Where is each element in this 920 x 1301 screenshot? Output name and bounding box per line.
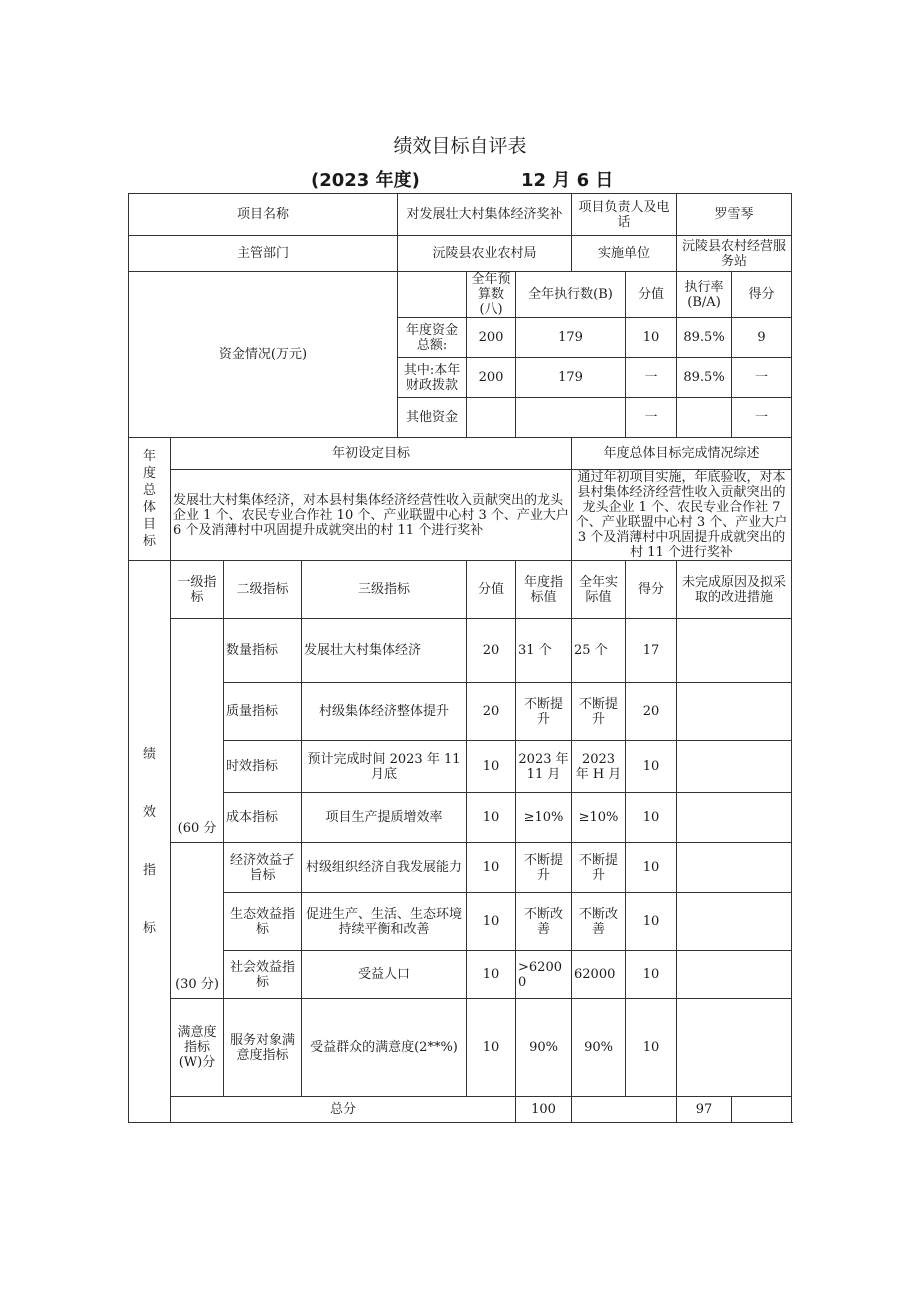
funds-row-label: 年度资金总额: — [398, 318, 467, 358]
project-row — [129, 194, 792, 236]
date-label: 12 月 6 日 — [521, 170, 614, 191]
funds-cell: 200 — [467, 318, 516, 358]
obtained-score: 10 — [626, 999, 677, 1097]
total-blank — [572, 1097, 677, 1123]
actual-value: 25 个 — [572, 619, 626, 683]
unit-value: 沅陵县农村经营服务站 — [677, 236, 792, 272]
funds-header-row — [129, 272, 792, 318]
unit-label: 实施单位 — [572, 236, 677, 272]
secondary-indicator: 成本指标 — [224, 793, 302, 843]
group-benefit-label: (30 分) — [171, 843, 224, 999]
secondary-indicator: 社会效益指标 — [224, 951, 302, 999]
dept-row — [129, 236, 792, 272]
indicator-header: 得分 — [626, 561, 677, 619]
initial-goal-header: 年初设定目标 — [171, 438, 572, 470]
improvement-note — [677, 741, 792, 793]
improvement-note — [677, 793, 792, 843]
target-value: 不断提升 — [516, 843, 572, 893]
total-row — [129, 1097, 792, 1123]
project-name-label: 项目名称 — [129, 194, 398, 236]
target-value: 90% — [516, 999, 572, 1097]
year-label: (2023 年度) — [311, 170, 420, 191]
obtained-score: 10 — [626, 893, 677, 951]
funds-header: 得分 — [732, 272, 792, 318]
indicator-row — [129, 619, 792, 683]
funds-cell: 一 — [626, 358, 677, 398]
actual-value: 不断改善 — [572, 893, 626, 951]
secondary-indicator: 经济效益孑旨标 — [224, 843, 302, 893]
funds-cell: 一 — [732, 358, 792, 398]
indicator-header: 分值 — [467, 561, 516, 619]
indicator-score: 10 — [467, 741, 516, 793]
indicator-header: 年度指标值 — [516, 561, 572, 619]
target-value: >62000 — [516, 951, 572, 999]
obtained-score: 10 — [626, 843, 677, 893]
group-satisfaction-label: 满意度指标(W)分 — [171, 999, 224, 1097]
obtained-score: 10 — [626, 793, 677, 843]
funds-cell: 10 — [626, 318, 677, 358]
indicator-score: 20 — [467, 683, 516, 741]
obtained-score: 10 — [626, 951, 677, 999]
funds-cell: 9 — [732, 318, 792, 358]
indicator-row — [129, 683, 792, 741]
indicator-score: 20 — [467, 619, 516, 683]
actual-value: 62000 — [572, 951, 626, 999]
tertiary-indicator: 预计完成时间 2023 年 11 月底 — [302, 741, 467, 793]
funds-label: 资金情况(万元) — [129, 272, 398, 438]
obtained-score: 17 — [626, 619, 677, 683]
funds-cell: 179 — [516, 358, 626, 398]
tertiary-indicator: 受益人口 — [302, 951, 467, 999]
summary-text: 通过年初项目实施，年底验收，对本县村集体经济经营性收入贡献突出的龙头企业 1 个、农民专业合作社 7 个、产业联盟中心村 3 个、产业大户 3 个及消薄村中巩固提升成就突出的村 11 个进行奖补 — [572, 470, 792, 561]
improvement-note — [677, 951, 792, 999]
subtitle-line — [0, 166, 920, 192]
goals-text-row — [129, 470, 792, 561]
leader-label: 项目负责人及电话 — [572, 194, 677, 236]
indicator-row — [129, 951, 792, 999]
project-name: 对发展壮大村集体经济奖补 — [398, 194, 572, 236]
initial-goal-text: 发展壮大村集体经济，对本县村集体经济经营性收入贡献突出的龙头企业 1 个、农民专业合作社 10 个、产业联盟中心村 3 个、产业大户 6 个及消薄村中巩固提升成就突出的村 11 个进行奖补 — [171, 470, 572, 561]
funds-header: 全年执行数(B) — [516, 272, 626, 318]
indicator-score: 10 — [467, 793, 516, 843]
dept-label: 主管部门 — [129, 236, 398, 272]
indicator-header-row — [129, 561, 792, 619]
indicator-header: 一级指标 — [171, 561, 224, 619]
tertiary-indicator: 受益群众的满意度(2**%) — [302, 999, 467, 1097]
funds-row-label: 其他资金 — [398, 398, 467, 438]
indicator-header: 全年实际值 — [572, 561, 626, 619]
funds-cell: 200 — [467, 358, 516, 398]
indicator-row — [129, 999, 792, 1097]
target-value: 2023 年 11 月 — [516, 741, 572, 793]
indicator-row — [129, 893, 792, 951]
summary-header: 年度总体目标完成情况综述 — [572, 438, 792, 470]
tertiary-indicator: 村级组织经济自我发展能力 — [302, 843, 467, 893]
total-result: 97 — [677, 1097, 732, 1123]
funds-row-label: 其中:本年财政拨款 — [398, 358, 467, 398]
tertiary-indicator: 村级集体经济整体提升 — [302, 683, 467, 741]
indicator-row — [129, 741, 792, 793]
funds-header: 执行率(B/A) — [677, 272, 732, 318]
improvement-note — [677, 683, 792, 741]
target-value: 不断提升 — [516, 683, 572, 741]
funds-cell — [467, 398, 516, 438]
actual-value: ≥10% — [572, 793, 626, 843]
group-output-label: (60 分 — [171, 619, 224, 843]
total-note — [732, 1097, 792, 1123]
funds-cell: 一 — [732, 398, 792, 438]
secondary-indicator: 数量指标 — [224, 619, 302, 683]
total-score: 100 — [516, 1097, 572, 1123]
leader-name: 罗雪琴 — [677, 194, 792, 236]
obtained-score: 20 — [626, 683, 677, 741]
actual-value: 2023 年 H 月 — [572, 741, 626, 793]
funds-cell: 89.5% — [677, 318, 732, 358]
secondary-indicator: 时效指标 — [224, 741, 302, 793]
actual-value: 不断提升 — [572, 683, 626, 741]
funds-header: 全年预算数(八) — [467, 272, 516, 318]
indicator-row — [129, 843, 792, 893]
indicator-header: 三级指标 — [302, 561, 467, 619]
target-value: 不断改善 — [516, 893, 572, 951]
funds-cell: 89.5% — [677, 358, 732, 398]
dept-value: 沅陵县农业农村局 — [398, 236, 572, 272]
goals-label: 年度总体目标 — [129, 438, 171, 561]
actual-value: 不断提升 — [572, 843, 626, 893]
indicator-header: 未完成原因及拟采取的改进措施 — [677, 561, 792, 619]
funds-cell — [677, 398, 732, 438]
secondary-indicator: 服务对象满意度指标 — [224, 999, 302, 1097]
tertiary-indicator: 项目生产提质增效率 — [302, 793, 467, 843]
evaluation-table — [128, 193, 792, 1123]
indicator-header: 二级指标 — [224, 561, 302, 619]
secondary-indicator: 质量指标 — [224, 683, 302, 741]
improvement-note — [677, 999, 792, 1097]
secondary-indicator: 生态效益指标 — [224, 893, 302, 951]
target-value: 31 个 — [516, 619, 572, 683]
improvement-note — [677, 619, 792, 683]
indicator-score: 10 — [467, 843, 516, 893]
target-value: ≥10% — [516, 793, 572, 843]
tertiary-indicator: 发展壮大村集体经济 — [302, 619, 467, 683]
tertiary-indicator: 促进生产、生活、生态环境持续平衡和改善 — [302, 893, 467, 951]
indicator-row — [129, 793, 792, 843]
funds-header: 分值 — [626, 272, 677, 318]
indicator-score: 10 — [467, 951, 516, 999]
improvement-note — [677, 893, 792, 951]
funds-cell: 一 — [626, 398, 677, 438]
obtained-score: 10 — [626, 741, 677, 793]
goals-header-row — [129, 438, 792, 470]
improvement-note — [677, 843, 792, 893]
total-label: 总分 — [171, 1097, 516, 1123]
indicator-score: 10 — [467, 893, 516, 951]
funds-cell: 179 — [516, 318, 626, 358]
indicators-label: 绩效指标 — [129, 561, 171, 1123]
actual-value: 90% — [572, 999, 626, 1097]
funds-header-blank — [398, 272, 467, 318]
indicator-score: 10 — [467, 999, 516, 1097]
page-title: 绩效目标自评表 — [393, 135, 527, 157]
funds-cell — [516, 398, 626, 438]
